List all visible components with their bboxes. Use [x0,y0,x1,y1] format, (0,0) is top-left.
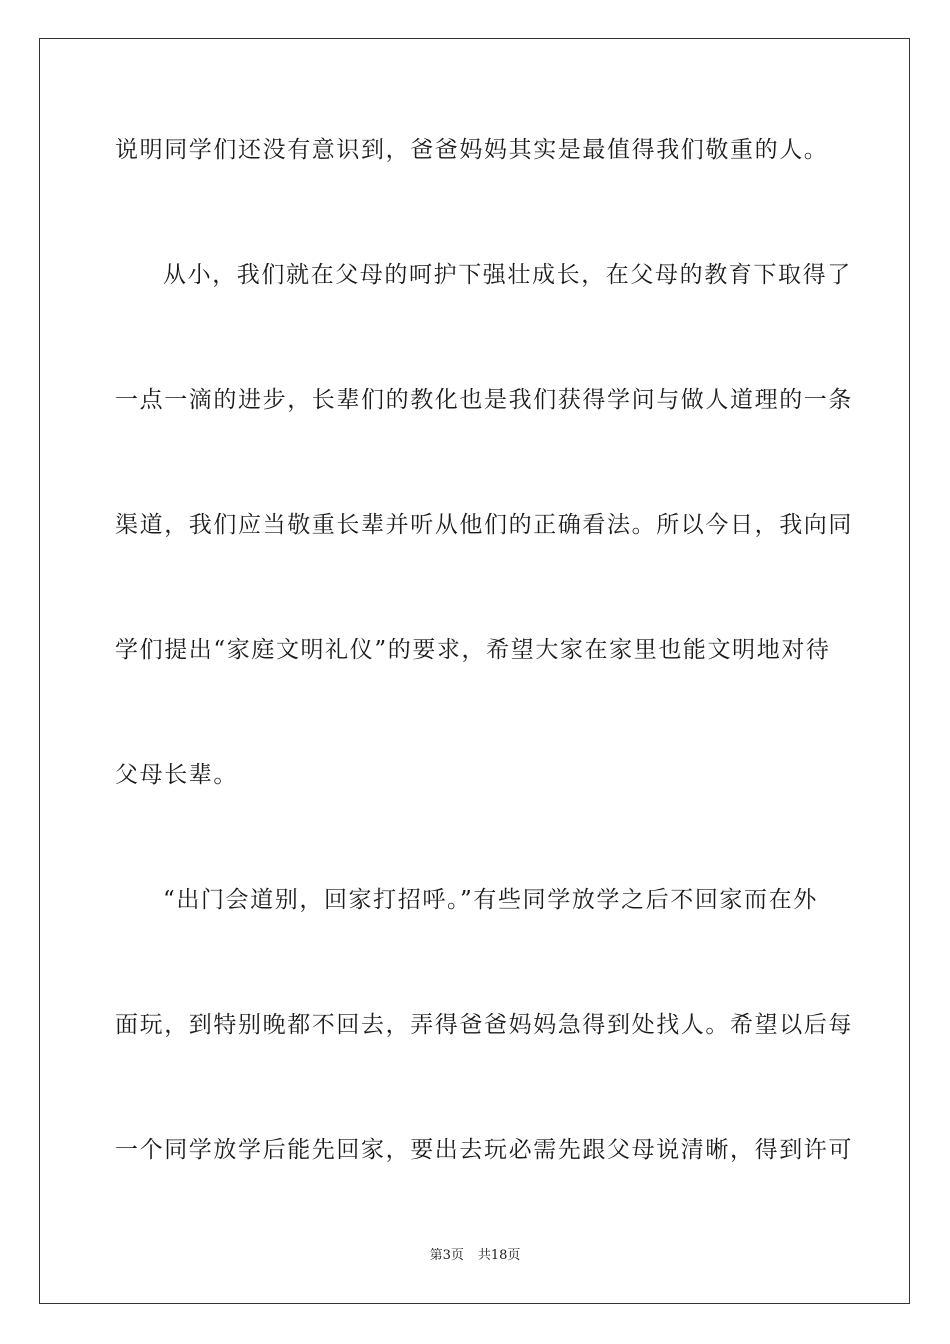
page-footer [0,1247,950,1265]
text-line-6: 父母长辈。 [115,762,238,788]
text-line-4: 渠道，我们应当敬重长辈并听从他们的正确看法。所以今日，我向同 [115,512,853,538]
text-line-9: 一个同学放学后能先回家，要出去玩必需先跟父母说清晰，得到许可 [115,1137,853,1163]
page-border [39,38,910,1304]
text-line-1: 说明同学们还没有意识到，爸爸妈妈其实是最值得我们敬重的人。 [115,137,829,163]
text-line-5: 学们提出“家庭文明礼仪”的要求，希望大家在家里也能文明地对待 [115,637,831,663]
page-total: 共18页 [477,1248,521,1263]
page-number: 第3页 [429,1248,464,1263]
text-line-8: 面玩，到特别晚都不回去，弄得爸爸妈妈急得到处找人。希望以后每 [115,1012,853,1038]
text-line-2: 从小，我们就在父母的呵护下强壮成长，在父母的教育下取得了 [163,262,852,288]
text-line-7: “出门会道别，回家打招呼。”有些同学放学之后不回家而在外 [163,887,818,913]
text-line-3: 一点一滴的进步，长辈们的教化也是我们获得学问与做人道理的一条 [115,387,853,413]
